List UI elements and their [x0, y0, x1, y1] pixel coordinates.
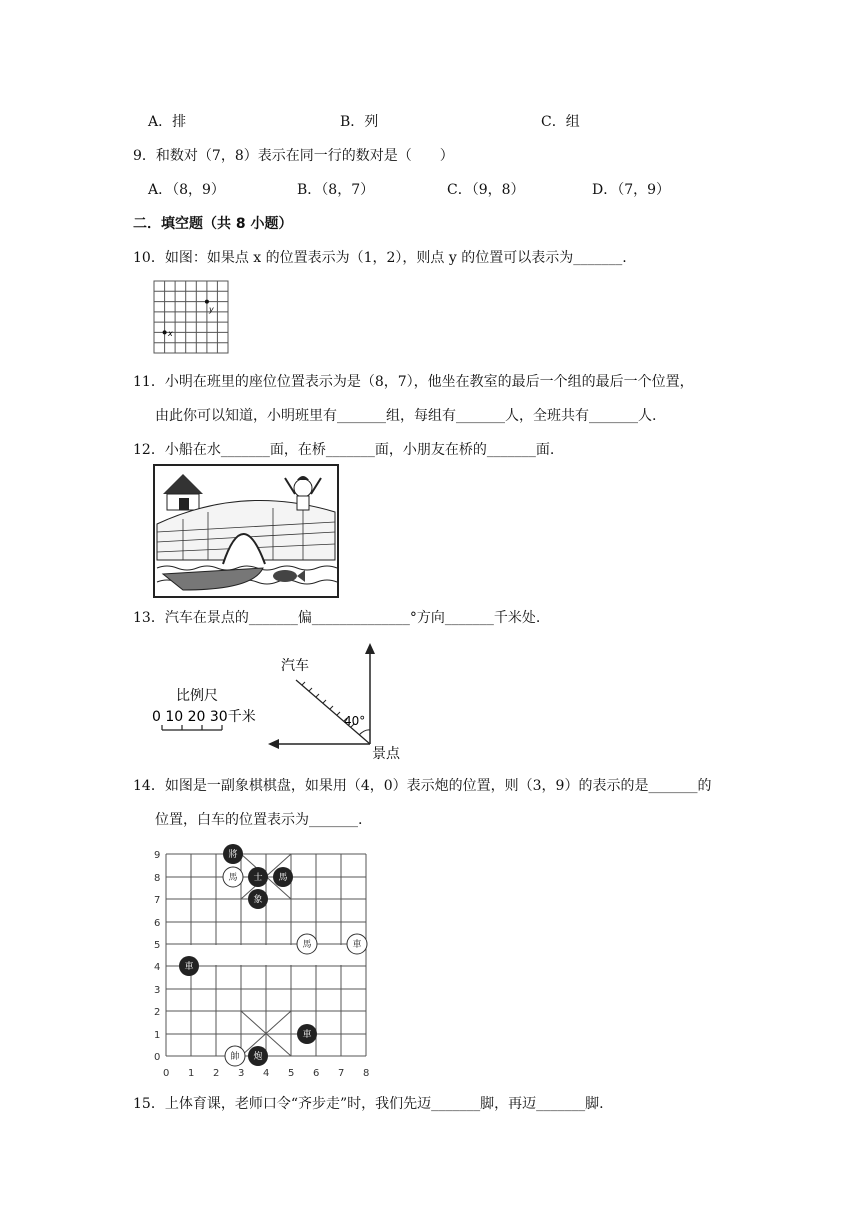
- y-tick-1: 1: [154, 1030, 161, 1041]
- q8-option-b: B．列: [340, 114, 379, 130]
- y-tick-4: 4: [154, 962, 161, 973]
- chess-board-figure: [150, 842, 368, 1082]
- piece-black-jiang: 將: [228, 850, 238, 860]
- y-tick-6: 6: [154, 918, 161, 929]
- y-tick-9: 9: [154, 850, 161, 861]
- q10-grid-figure: [150, 278, 232, 356]
- point-x: [163, 330, 167, 334]
- label-scale: 比例尺: [176, 688, 218, 704]
- label-car: 汽车: [281, 658, 309, 674]
- piece-black-pao: 炮: [253, 1052, 263, 1062]
- piece-black-ma: 馬: [278, 873, 288, 883]
- y-tick-2: 2: [154, 1007, 161, 1018]
- q9-option-a: A．（8，9）: [148, 182, 225, 198]
- bridge-boat-illustration: [153, 464, 339, 598]
- y-tick-5: 5: [154, 940, 161, 951]
- x-tick-0: 0: [163, 1068, 170, 1079]
- y-tick-8: 8: [154, 873, 161, 884]
- label-y: y: [209, 305, 214, 314]
- q9-stem: 9．和数对（7，8）表示在同一行的数对是（ ）: [133, 148, 454, 164]
- q14-line1: 14．如图是一副象棋棋盘，如果用（4，0）表示炮的位置，则（3，9）的表示的是_______的: [133, 778, 712, 794]
- q9-option-d: D．（7，9）: [592, 182, 671, 198]
- piece-black-xiang: 象: [253, 895, 263, 905]
- x-tick-1: 1: [188, 1068, 195, 1079]
- q8-option-c: C．组: [541, 114, 580, 130]
- q14-line2: 位置，白车的位置表示为_______.: [155, 812, 363, 828]
- label-x: x: [168, 329, 173, 338]
- q8-option-a: A．排: [148, 114, 187, 130]
- label-angle: 40°: [344, 714, 366, 728]
- piece-black-ju-right: 車: [302, 1030, 312, 1040]
- x-tick-2: 2: [213, 1068, 220, 1079]
- y-tick-0: 0: [154, 1052, 161, 1063]
- x-tick-7: 7: [338, 1068, 345, 1079]
- q11-line2: 由此你可以知道，小明班里有_______组，每组有_______人，全班共有_______人.: [155, 408, 657, 424]
- y-tick-7: 7: [154, 895, 161, 906]
- x-tick-8: 8: [363, 1068, 370, 1079]
- direction-figure: [150, 640, 410, 762]
- x-tick-3: 3: [238, 1068, 245, 1079]
- x-tick-6: 6: [313, 1068, 320, 1079]
- q13-text: 13．汽车在景点的_______偏______________°方向_______千米处.: [133, 610, 541, 626]
- q9-option-c: C．（9，8）: [447, 182, 525, 198]
- piece-white-ju: 車: [352, 940, 362, 950]
- scale-ticks: 0 10 20 30千米: [152, 709, 256, 725]
- point-y: [205, 300, 209, 304]
- section-title: 二．填空题（共 8 小题）: [133, 216, 293, 232]
- piece-white-ma-left: 馬: [228, 873, 238, 883]
- piece-black-shi: 士: [253, 873, 263, 883]
- x-tick-4: 4: [263, 1068, 270, 1079]
- piece-white-ma: 馬: [302, 940, 312, 950]
- q9-option-b: B．（8，7）: [297, 182, 375, 198]
- q10-text: 10．如图：如果点 x 的位置表示为（1，2），则点 y 的位置可以表示为_______.: [133, 250, 627, 266]
- q11-line1: 11．小明在班里的座位位置表示为是（8，7），他坐在教室的最后一个组的最后一个位置，: [133, 374, 694, 390]
- label-spot: 景点: [372, 746, 400, 762]
- y-tick-3: 3: [154, 985, 161, 996]
- piece-white-shuai: 帥: [230, 1052, 240, 1062]
- q15-text: 15．上体育课，老师口令“齐步走”时，我们先迈_______脚，再迈_______脚.: [133, 1096, 604, 1112]
- x-tick-5: 5: [288, 1068, 295, 1079]
- piece-black-ju-left: 車: [184, 962, 194, 972]
- q12-text: 12．小船在水_______面，在桥_______面，小朋友在桥的_______面.: [133, 442, 555, 458]
